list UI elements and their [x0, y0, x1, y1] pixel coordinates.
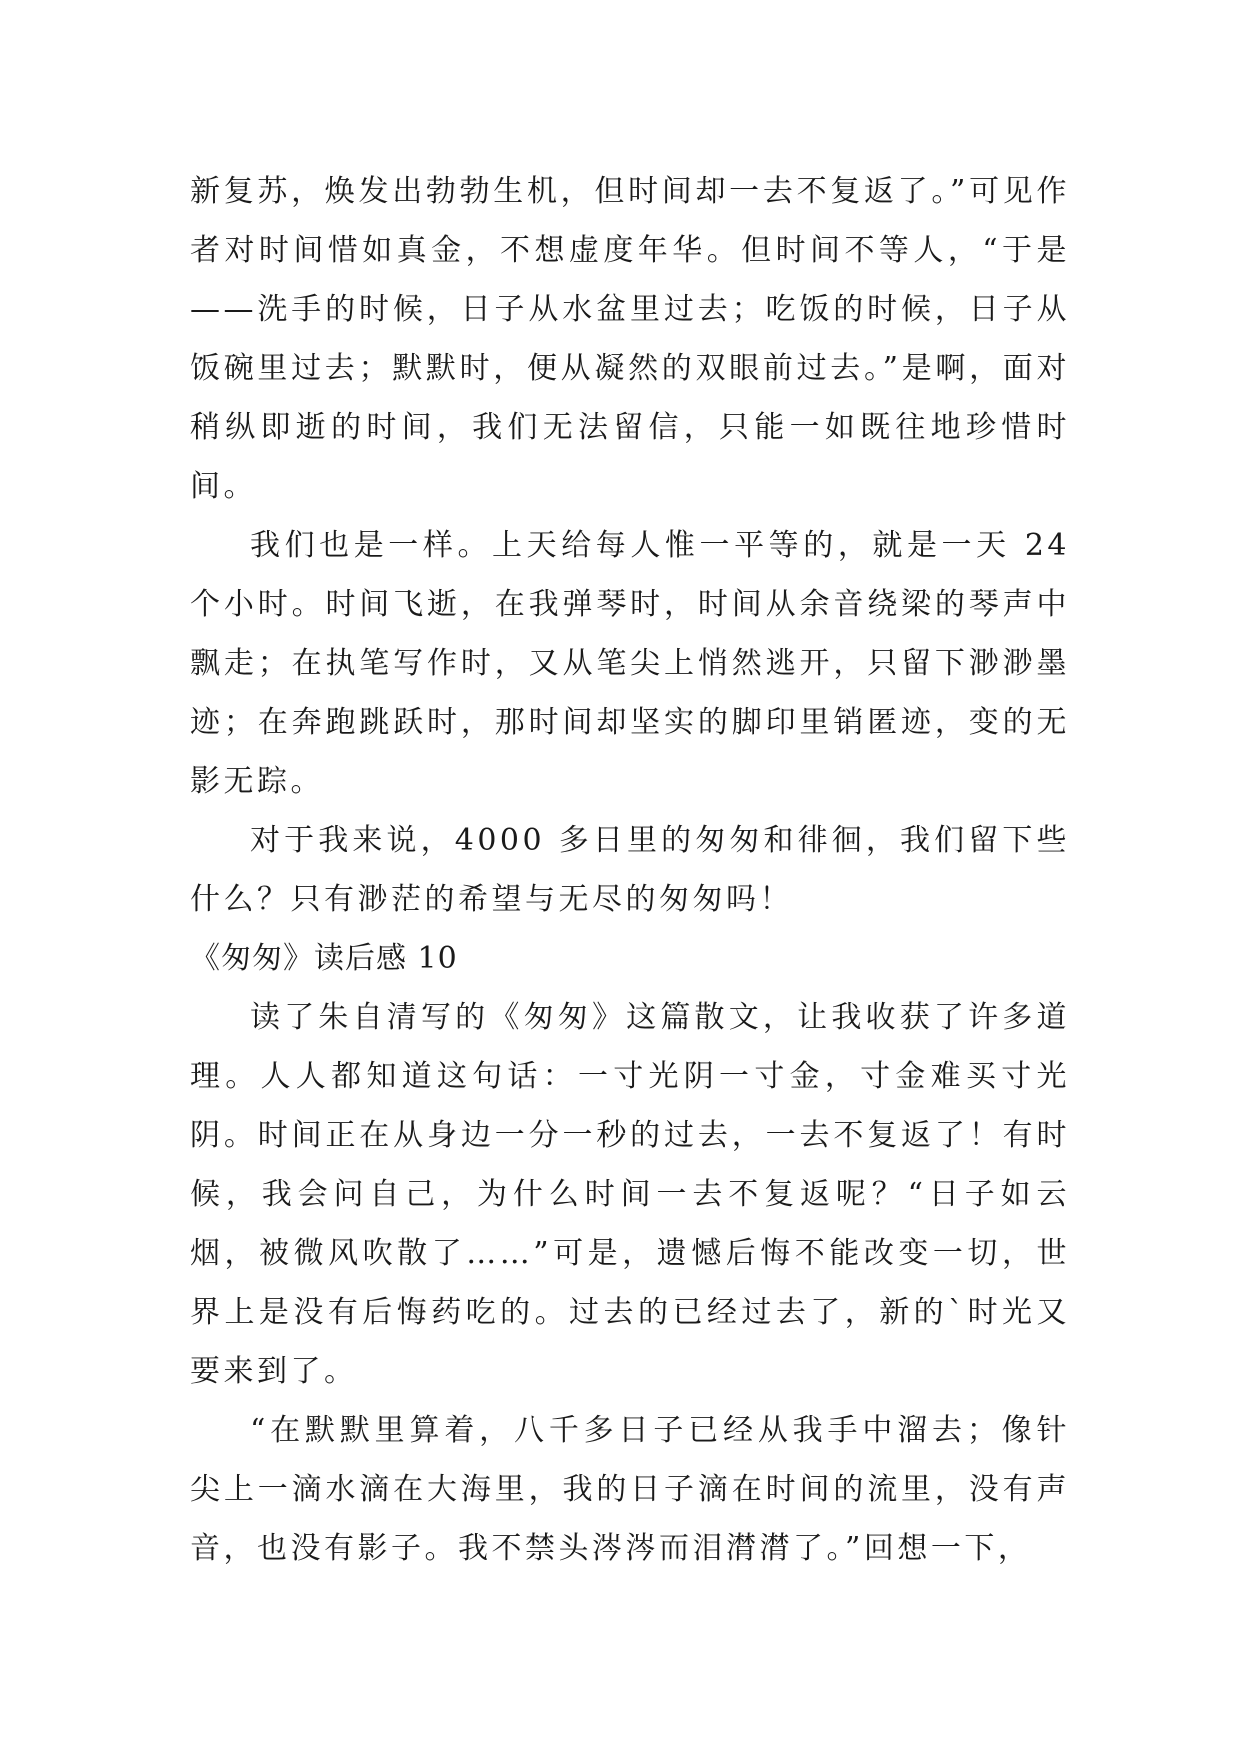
paragraph: 读了朱自清写的《匆匆》这篇散文，让我收获了许多道理。人人都知道这句话：一寸光阴一寸金，寸金难买寸光阴。时间正在从身边一分一秒的过去，一去不复返了！有时候，我会问自己，为什么时间一去不复返呢？“日子如云烟，被微风吹散了……”可是，遗憾后悔不能改变一切，世界上是没有后悔药吃的。过去的已经过去了，新的`时光又要来到了。	[190, 1000, 1070, 1389]
document-body	[190, 162, 1070, 1578]
paragraph: 对于我来说，4000 多日里的匆匆和徘徊，我们留下些什么？只有渺茫的希望与无尽的匆匆吗！	[190, 823, 1070, 917]
paragraph: 我们也是一样。上天给每人惟一平等的，就是一天 24 个小时。时间飞逝，在我弹琴时，时间从余音绕梁的琴声中飘走；在执笔写作时，又从笔尖上悄然逃开，只留下渺渺墨迹；在奔跑跳跃时，那时间却坚实的脚印里销匿迹，变的无影无踪。	[190, 528, 1070, 799]
paragraph: “在默默里算着，八千多日子已经从我手中溜去；像针尖上一滴水滴在大海里，我的日子滴在时间的流里，没有声音，也没有影子。我不禁头涔涔而泪潸潸了。”回想一下，	[190, 1413, 1070, 1566]
paragraph-continuation: 新复苏，焕发出勃勃生机，但时间却一去不复返了。”可见作者对时间惜如真金，不想虚度年华。但时间不等人，“于是——洗手的时候，日子从水盆里过去；吃饭的时候，日子从饭碗里过去；默默时，便从凝然的双眼前过去。”是啊，面对稍纵即逝的时间，我们无法留信，只能一如既往地珍惜时间。	[190, 174, 1070, 504]
section-heading: 《匆匆》读后感 10	[190, 941, 458, 976]
